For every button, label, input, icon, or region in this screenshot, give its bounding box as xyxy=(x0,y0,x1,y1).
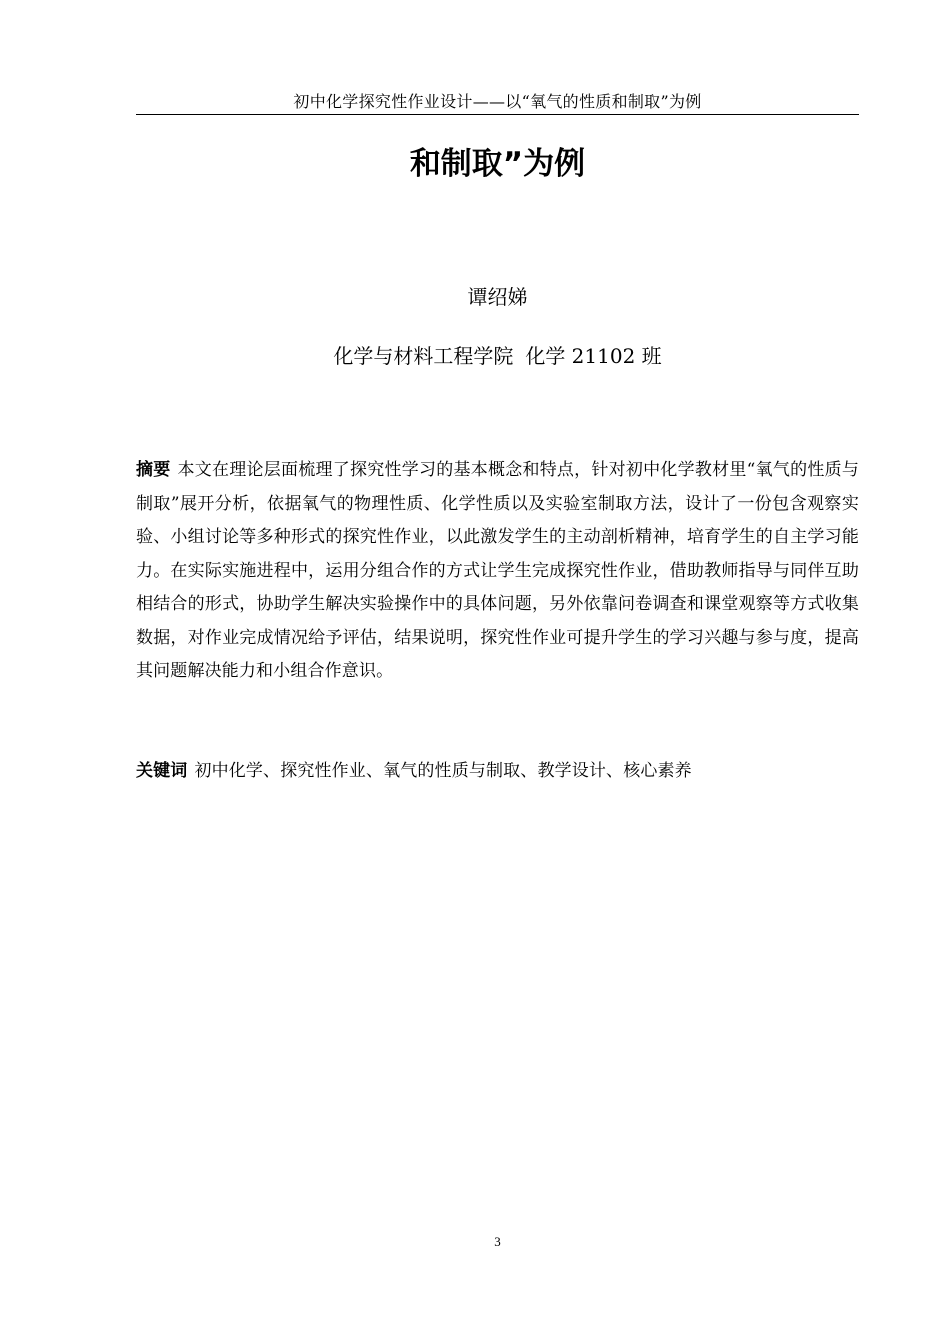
paper-title: 和制取”为例 xyxy=(409,146,586,182)
school-name: 化学与材料工程学院 xyxy=(333,344,514,368)
abstract-label: 摘要 xyxy=(136,460,171,480)
keywords-text: 初中化学、探究性作业、氧气的性质与制取、教学设计、核心素养 xyxy=(194,761,692,781)
keywords xyxy=(136,756,859,786)
abstract xyxy=(136,454,859,689)
class-name: 化学 21102 班 xyxy=(525,344,662,368)
header-rule xyxy=(136,114,859,115)
keywords-label: 关键词 xyxy=(136,761,188,781)
abstract-text: 本文在理论层面梳理了探究性学习的基本概念和特点，针对初中化学教材里“氧气的性质与制取”展开分析，依据氧气的物理性质、化学性质以及实验室制取方法，设计了一份包含观察实验、小组讨论等多种形式的探究性作业，以此激发学生的主动剖析精神，培育学生的自主学习能力。在实际实施进程中，运用分组合作的方式让学生完成探究性作业，借助教师指导与同伴互助相结合的形式，协助学生解决实验操作中的具体问题，另外依靠问卷调查和课堂观察等方式收集数据，对作业完成情况给予评估，结果说明，探究性作业可提升学生的学习兴趣与参与度，提高其问题解决能力和小组合作意识。 xyxy=(136,460,859,681)
author-affiliation xyxy=(136,341,859,371)
running-header: 初中化学探究性作业设计——以“氧气的性质和制取”为例 xyxy=(293,92,702,111)
author-name: 谭绍娣 xyxy=(467,285,528,309)
page-number: 3 xyxy=(494,1234,501,1249)
